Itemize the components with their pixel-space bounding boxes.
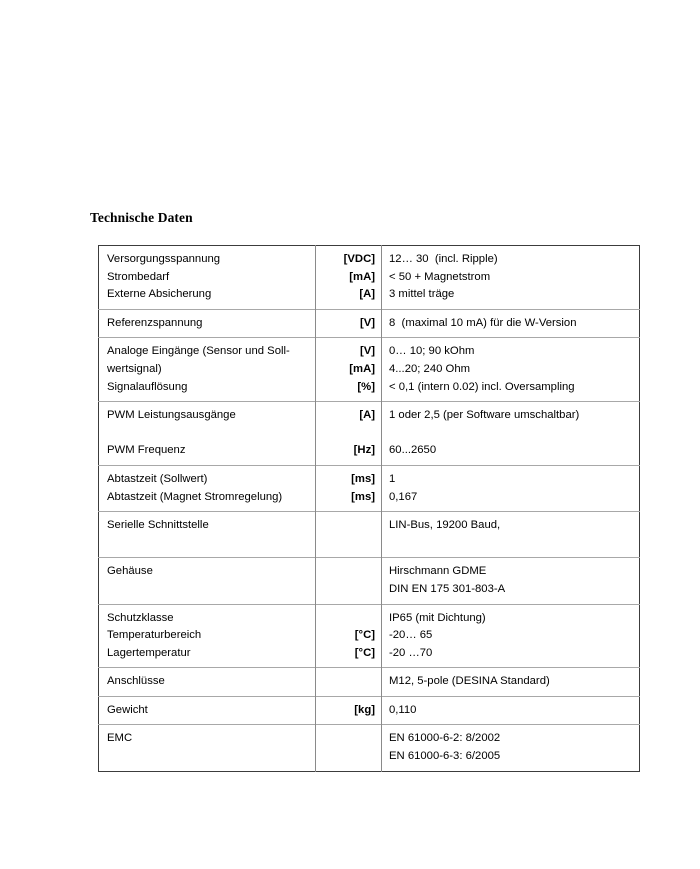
page-title: Technische Daten <box>90 210 193 225</box>
text-line: Signalauflösung <box>107 380 188 393</box>
text-line: EN 61000-6-3: 6/2005 <box>389 750 501 763</box>
spec-value-cell <box>382 725 640 771</box>
text-line-blank <box>107 748 309 766</box>
text-line: 3 mittel träge <box>389 288 455 301</box>
table-row <box>99 402 640 466</box>
text-line: 12… 30 (incl. Ripple) <box>389 253 498 265</box>
spec-unit-cell <box>316 246 382 310</box>
spec-value-cell <box>382 668 640 697</box>
text-line-blank <box>320 610 375 628</box>
text-line: Versorgungsspannung <box>107 253 221 265</box>
text-line: Schutzklasse <box>107 611 174 624</box>
table-row <box>99 558 640 604</box>
technical-data-table <box>98 245 640 772</box>
spec-unit-cell <box>316 725 382 771</box>
table-row <box>99 309 640 338</box>
text-line: [mA] <box>349 362 375 375</box>
table-row <box>99 338 640 402</box>
spec-label-cell <box>99 604 316 668</box>
text-line: EMC <box>107 732 133 745</box>
text-line-blank <box>389 425 633 443</box>
table-body <box>99 246 640 772</box>
text-line: [°C] <box>354 646 375 659</box>
spec-unit-cell <box>316 309 382 338</box>
text-line: 0,110 <box>389 703 417 716</box>
text-line: Abtastzeit (Magnet Stromregelung) <box>107 490 283 503</box>
text-line: Abtastzeit (Sollwert) <box>107 472 208 485</box>
text-line-blank <box>320 673 375 691</box>
text-line-blank <box>320 517 375 535</box>
text-line: [VDC] <box>343 253 375 265</box>
text-line: 4...20; 240 Ohm <box>389 362 471 375</box>
text-line: [mA] <box>349 270 375 283</box>
text-line: [Hz] <box>353 444 375 457</box>
spec-value-cell <box>382 512 640 558</box>
table-row <box>99 512 640 558</box>
text-line: < 0,1 (intern 0.02) incl. Oversampling <box>389 380 575 393</box>
text-line: EN 61000-6-2: 8/2002 <box>389 732 501 745</box>
text-line: 60...2650 <box>389 444 437 457</box>
text-line: [kg] <box>354 703 375 716</box>
text-line: Referenzspannung <box>107 316 203 329</box>
spec-unit-cell <box>316 558 382 604</box>
text-line-blank <box>320 563 375 581</box>
spec-value-cell <box>382 558 640 604</box>
spec-value-cell <box>382 465 640 511</box>
text-line: LIN-Bus, 19200 Baud, <box>389 519 501 532</box>
text-line: [ms] <box>351 472 375 485</box>
text-line-blank <box>320 748 375 766</box>
text-line: [V] <box>359 316 375 329</box>
table-row <box>99 725 640 771</box>
text-line: M12, 5-pole (DESINA Standard) <box>389 675 550 688</box>
text-line: Strombedarf <box>107 270 170 283</box>
text-line: -20 …70 <box>389 646 433 659</box>
spec-value-cell <box>382 696 640 725</box>
text-line: Gehäuse <box>107 565 153 578</box>
table-row <box>99 465 640 511</box>
spec-value-cell <box>382 338 640 402</box>
text-line-blank <box>107 535 309 553</box>
text-line: DIN EN 175 301-803-A <box>389 582 506 595</box>
text-line: PWM Leistungsausgänge <box>107 409 236 422</box>
text-line: Externe Absicherung <box>107 288 212 301</box>
text-line: 1 <box>389 472 396 485</box>
spec-unit-cell <box>316 512 382 558</box>
table-row <box>99 604 640 668</box>
spec-label-cell <box>99 725 316 771</box>
text-line: 0,167 <box>389 490 418 503</box>
text-line: Gewicht <box>107 703 148 716</box>
text-line: 8 (maximal 10 mA) für die W-Version <box>389 316 577 329</box>
text-line: Serielle Schnittstelle <box>107 519 209 532</box>
spec-label-cell <box>99 558 316 604</box>
table-row <box>99 668 640 697</box>
text-line: 1 oder 2,5 (per Software umschaltbar) <box>389 409 580 422</box>
text-line-blank <box>320 425 375 443</box>
text-line: [°C] <box>354 629 375 642</box>
spec-value-cell <box>382 604 640 668</box>
spec-unit-cell <box>316 604 382 668</box>
spec-label-cell <box>99 338 316 402</box>
text-line-blank <box>320 730 375 748</box>
text-line-blank <box>107 581 309 599</box>
spec-label-cell <box>99 668 316 697</box>
text-line-blank <box>320 535 375 553</box>
text-line: Hirschmann GDME <box>389 565 487 578</box>
spec-unit-cell <box>316 402 382 466</box>
spec-label-cell <box>99 465 316 511</box>
text-line: 0… 10; 90 kOhm <box>389 345 475 358</box>
text-line: Lagertemperatur <box>107 646 191 659</box>
text-line: [ms] <box>351 490 375 503</box>
text-line: Anschlüsse <box>107 675 165 688</box>
spec-unit-cell <box>316 465 382 511</box>
text-line: Analoge Eingänge (Sensor und Soll-wertsignal) <box>107 345 290 375</box>
text-line: < 50 + Magnetstrom <box>389 270 491 283</box>
spec-label-cell <box>99 246 316 310</box>
spec-unit-cell <box>316 696 382 725</box>
spec-label-cell <box>99 309 316 338</box>
spec-unit-cell <box>316 668 382 697</box>
spec-value-cell <box>382 246 640 310</box>
spec-label-cell <box>99 512 316 558</box>
table-row <box>99 696 640 725</box>
text-line-blank <box>320 581 375 599</box>
text-line: [A] <box>359 288 375 301</box>
text-line: PWM Frequenz <box>107 444 186 457</box>
text-line: IP65 (mit Dichtung) <box>389 611 486 624</box>
spec-label-cell <box>99 696 316 725</box>
table-row <box>99 246 640 310</box>
text-line: -20… 65 <box>389 629 433 642</box>
text-line: [%] <box>357 380 375 393</box>
text-line-blank <box>107 425 309 443</box>
spec-unit-cell <box>316 338 382 402</box>
spec-value-cell <box>382 309 640 338</box>
text-line: [A] <box>359 409 375 422</box>
spec-value-cell <box>382 402 640 466</box>
spec-label-cell <box>99 402 316 466</box>
text-line-blank <box>389 535 633 553</box>
text-line: Temperaturbereich <box>107 629 202 642</box>
text-line: [V] <box>359 345 375 358</box>
